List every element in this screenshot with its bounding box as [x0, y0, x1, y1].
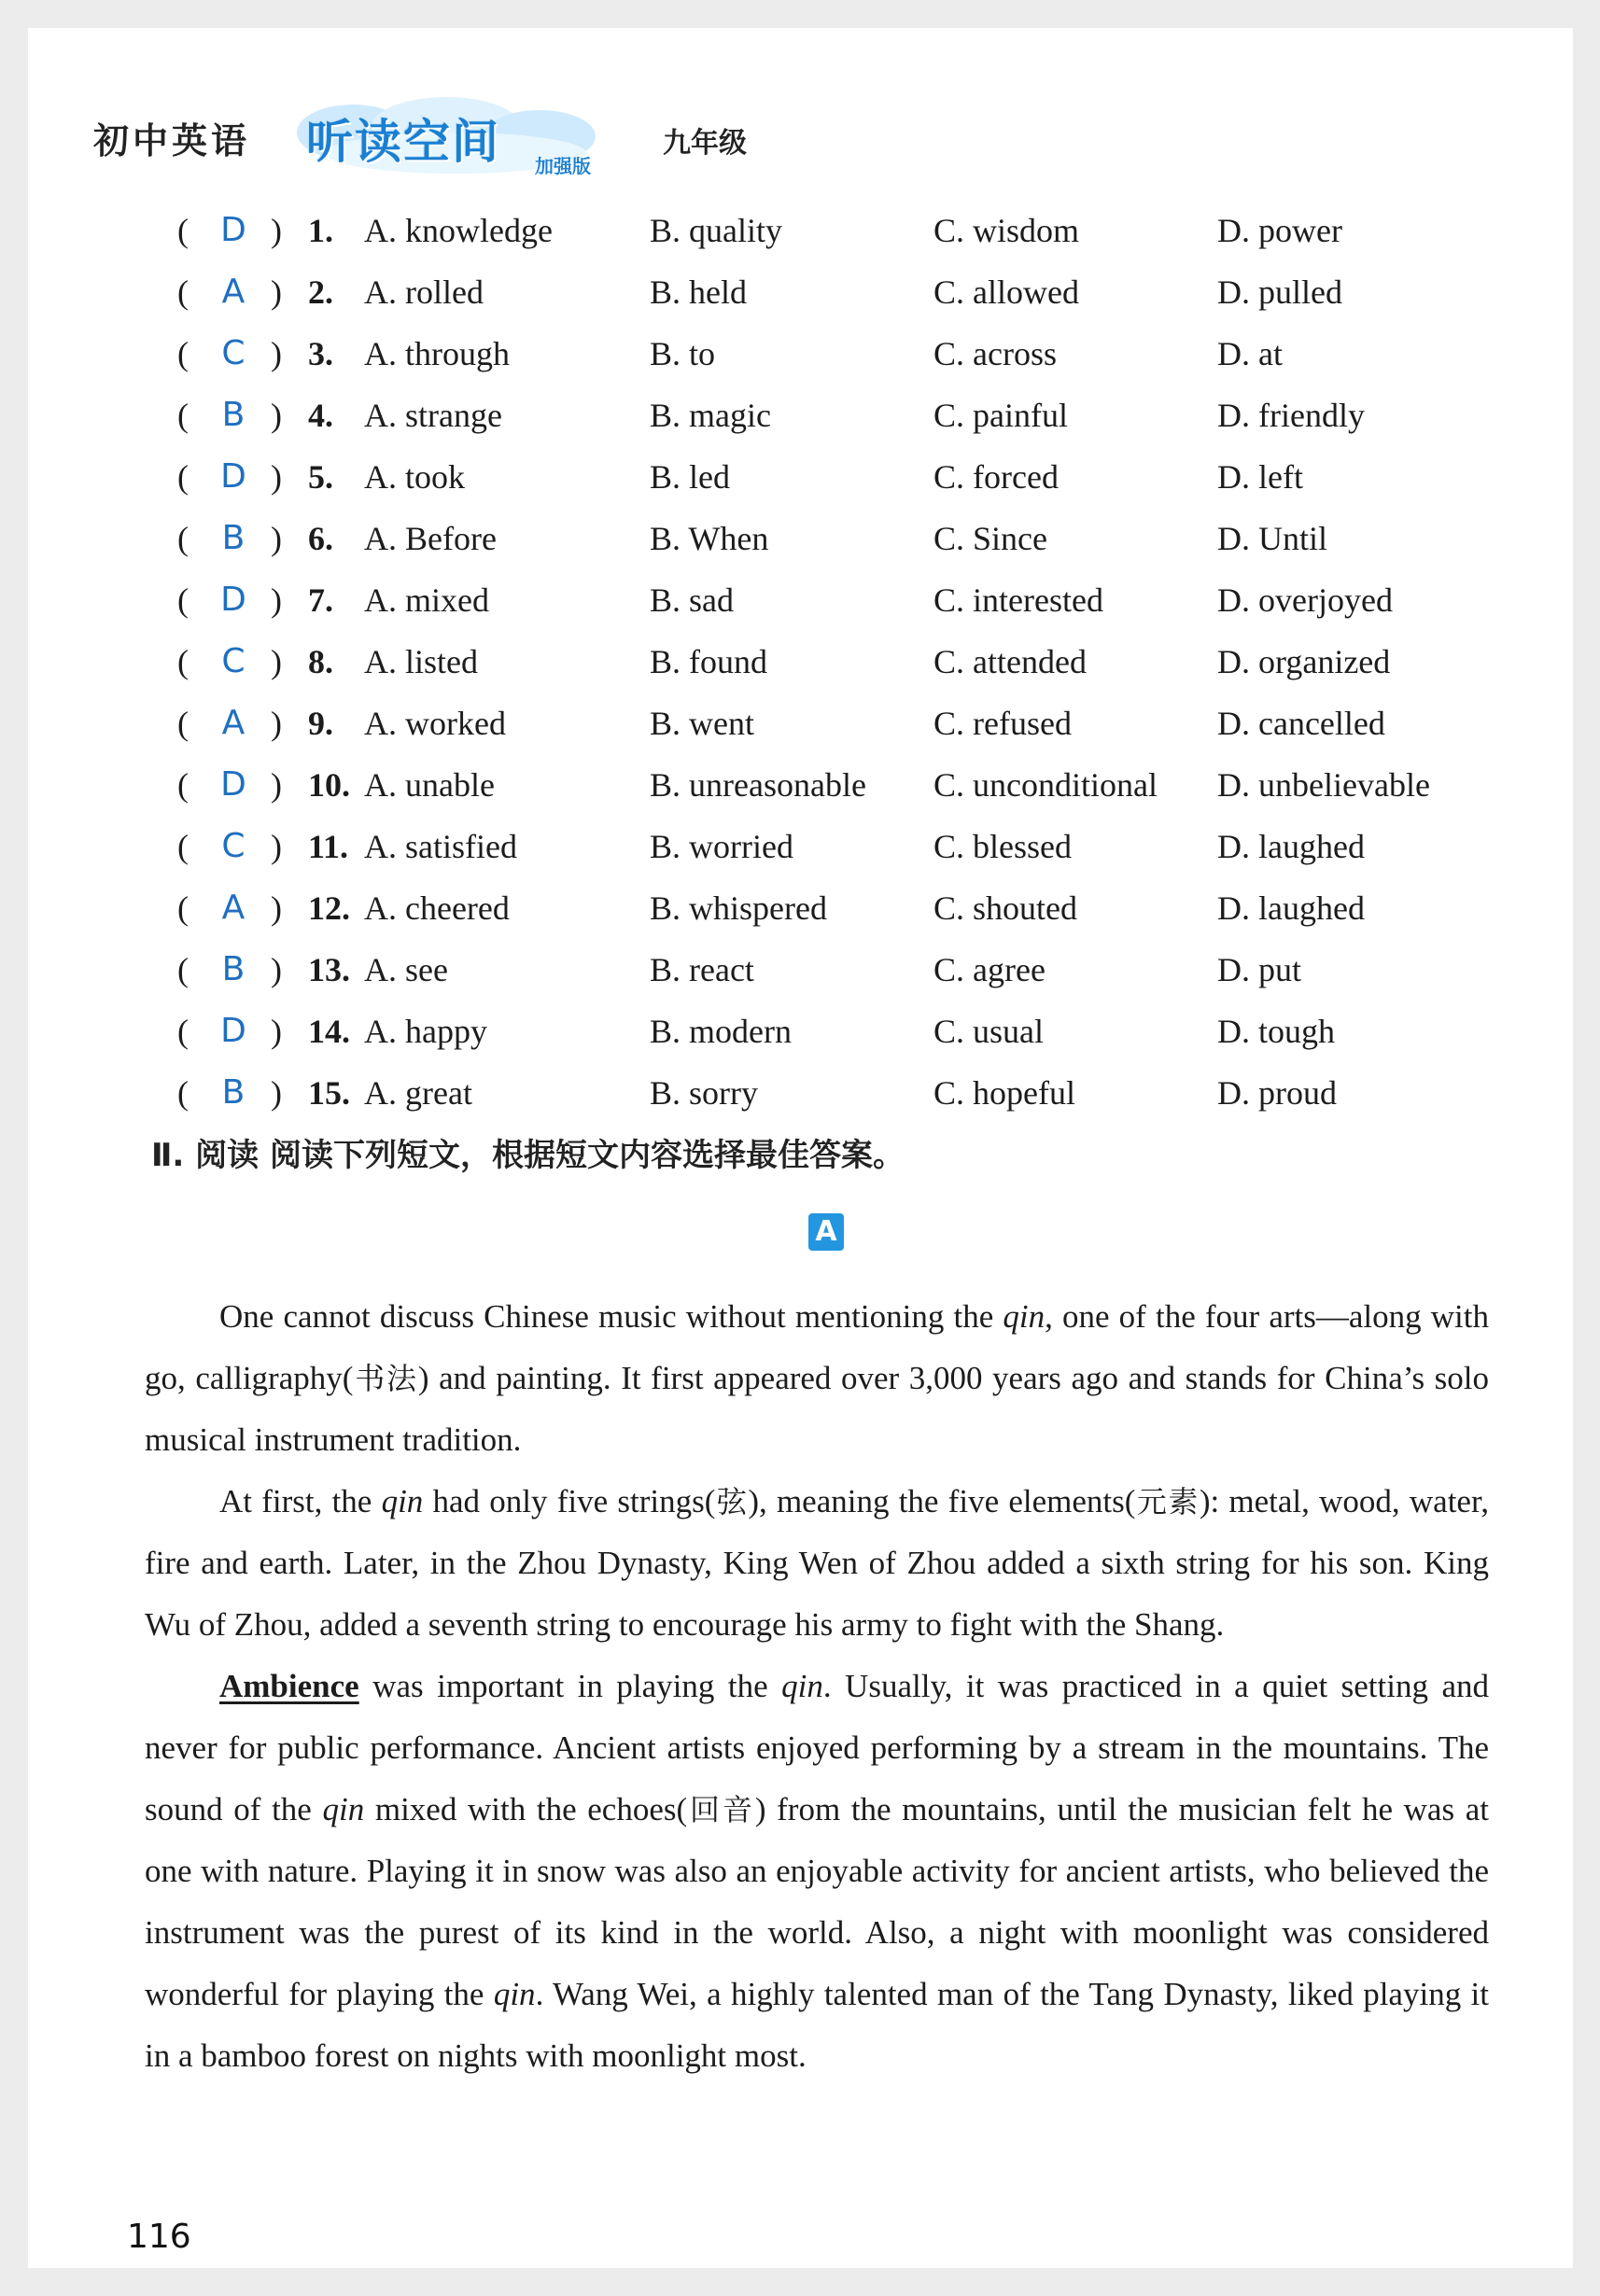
option-c: C. usual: [933, 1013, 1045, 1050]
option-d: D. at: [1217, 335, 1283, 372]
option-a: A. rolled: [364, 273, 484, 311]
header-prefix: 初中英语: [93, 120, 251, 161]
option-b: B. unreasonable: [650, 766, 866, 804]
chinese-gloss: 书法: [353, 1361, 418, 1396]
paren-open: (: [177, 212, 189, 249]
option-a: A. through: [364, 335, 510, 372]
option-b: B. magic: [650, 397, 771, 434]
paren-close: ): [271, 335, 282, 372]
answer-letter: D: [220, 1012, 246, 1050]
option-d: D. unbelievable: [1217, 766, 1430, 804]
question-row: [147, 758, 1501, 819]
underlined-word: Ambience: [219, 1668, 359, 1704]
text-run: ) and painting. It first appeared over 3,000 years ago and stands for China’s solo musical instrument tradition.: [145, 1360, 1489, 1458]
option-d: D. cancelled: [1217, 705, 1385, 742]
text-run: ): metal, wood, water, fire and earth. Later, in the Zhou Dynasty, King Wen of Zhou added a sixth string for his son. King Wu of Zhou, added a seventh string to encourage his army to fight with the Shang.: [145, 1483, 1489, 1643]
text-run: mixed with the echoes(: [364, 1791, 688, 1827]
option-c: C. agree: [933, 951, 1046, 988]
option-d: D. pulled: [1217, 273, 1342, 311]
paren-open: (: [177, 643, 189, 680]
reading-passage: [145, 1286, 1489, 2087]
text-run: . Wang Wei, a highly talented man of the Tang Dynasty, liked playing it in a bamboo forest on nights with moonlight most.: [145, 1976, 1489, 2074]
option-b: B. led: [650, 458, 730, 496]
text-run: ), meaning the five elements(: [748, 1483, 1136, 1519]
question-number: 6.: [308, 520, 333, 557]
question-row: [147, 1066, 1501, 1127]
option-c: C. interested: [933, 581, 1103, 619]
paragraph-1: [145, 1286, 1489, 1471]
answer-letter: D: [220, 765, 246, 804]
option-c: C. attended: [933, 643, 1087, 680]
paren-open: (: [177, 828, 189, 865]
option-a: A. worked: [364, 705, 506, 742]
option-a: A. knowledge: [364, 212, 553, 249]
paren-close: ): [271, 520, 282, 557]
question-number: 5.: [308, 458, 333, 496]
option-b: B. react: [650, 951, 754, 988]
option-c: C. Since: [933, 520, 1047, 557]
italic-term: qin: [322, 1791, 365, 1827]
paren-open: (: [177, 889, 189, 927]
question-number: 4.: [308, 397, 333, 434]
question-number: 14.: [308, 1013, 350, 1050]
answer-list: [147, 203, 1501, 1127]
answer-letter: B: [221, 519, 246, 557]
question-row: [147, 635, 1501, 696]
paren-open: (: [177, 766, 189, 804]
option-c: C. across: [933, 335, 1057, 372]
italic-term: qin: [1003, 1298, 1046, 1335]
text-run: At first, the: [219, 1483, 382, 1519]
option-a: A. see: [364, 951, 448, 988]
question-number: 10.: [308, 766, 350, 804]
paren-close: ): [271, 1074, 282, 1112]
option-d: D. overjoyed: [1217, 581, 1393, 619]
question-row: [147, 881, 1501, 943]
answer-letter: C: [221, 827, 246, 865]
option-d: D. laughed: [1217, 828, 1365, 865]
passage-label: A: [808, 1213, 844, 1251]
text-run: . Usually, it was practiced in a quiet setting and never for public performance. Ancient artists enjoyed performing by a stream in the mountains. The sound of the: [145, 1668, 1490, 1827]
grade-label: 九年级: [663, 127, 747, 160]
option-a: A. satisfied: [364, 828, 517, 865]
paren-open: (: [177, 397, 189, 434]
text-run: ) from the mountains, until the musician felt he was at one with nature. Playing it in snow was also an enjoyable activity for ancient artists, who believed the instrument was the purest of its kind in the world. Also, a night with moonlight was considered wonderful for playing the: [145, 1791, 1489, 2012]
answer-letter: D: [220, 581, 246, 619]
question-number: 11.: [308, 828, 349, 865]
paren-close: ): [271, 705, 282, 742]
question-row: [147, 573, 1501, 635]
option-a: A. Before: [364, 520, 497, 557]
italic-term: qin: [493, 1976, 536, 2012]
paren-close: ): [271, 1013, 282, 1050]
option-a: A. mixed: [364, 581, 489, 619]
paren-close: ): [271, 581, 282, 619]
option-a: A. strange: [364, 397, 502, 434]
paren-open: (: [177, 1013, 189, 1050]
paren-open: (: [177, 705, 189, 742]
question-row: [147, 819, 1501, 881]
question-number: 9.: [308, 705, 333, 742]
question-row: [147, 943, 1501, 1004]
italic-term: qin: [381, 1483, 424, 1519]
option-d: D. laughed: [1217, 889, 1365, 927]
chinese-gloss: 弦: [715, 1484, 749, 1519]
paren-close: ): [271, 273, 282, 311]
paren-open: (: [177, 458, 189, 496]
option-b: B. went: [650, 705, 754, 742]
option-c: C. hopeful: [933, 1074, 1075, 1112]
text-run: had only five strings(: [423, 1483, 716, 1519]
option-a: A. listed: [364, 643, 478, 680]
answer-letter: B: [221, 1073, 246, 1112]
question-number: 12.: [308, 889, 350, 927]
question-number: 13.: [308, 951, 350, 988]
option-c: C. unconditional: [933, 766, 1158, 804]
chinese-gloss: 元素: [1135, 1484, 1200, 1519]
question-number: 1.: [308, 212, 333, 249]
question-number: 7.: [308, 581, 333, 619]
answer-letter: C: [221, 642, 246, 680]
text-run: One cannot discuss Chinese music without mentioning the: [219, 1298, 1004, 1335]
paren-close: ): [271, 828, 282, 865]
option-b: B. sorry: [650, 1074, 758, 1112]
option-b: B. worried: [650, 828, 793, 865]
question-row: [147, 265, 1501, 327]
series-title: 听读空间: [306, 115, 500, 169]
paren-open: (: [177, 581, 189, 619]
option-c: C. wisdom: [933, 212, 1080, 249]
paren-close: ): [271, 458, 282, 496]
paren-open: (: [177, 951, 189, 988]
option-c: C. shouted: [933, 889, 1078, 927]
answer-letter: A: [221, 889, 246, 927]
paren-open: (: [177, 335, 189, 372]
text-run: was important in playing the: [358, 1668, 782, 1704]
paren-close: ): [271, 951, 282, 988]
chinese-gloss: 回音: [687, 1792, 755, 1827]
italic-term: qin: [781, 1668, 823, 1704]
option-d: D. power: [1217, 212, 1342, 249]
option-c: C. refused: [933, 705, 1072, 742]
paren-open: (: [177, 520, 189, 557]
question-row: [147, 511, 1501, 573]
question-row: [147, 327, 1501, 388]
option-d: D. left: [1217, 458, 1303, 496]
option-b: B. When: [650, 520, 769, 557]
question-number: 3.: [308, 335, 333, 372]
question-row: [147, 388, 1501, 450]
answer-letter: B: [221, 396, 246, 434]
option-b: B. sad: [650, 581, 734, 619]
answer-letter: D: [220, 211, 246, 249]
paren-close: ): [271, 643, 282, 680]
option-b: B. held: [650, 273, 747, 311]
option-d: D. proud: [1217, 1074, 1337, 1112]
page: [28, 28, 1573, 2268]
answer-letter: C: [221, 334, 246, 372]
option-c: C. allowed: [933, 273, 1079, 311]
question-row: [147, 450, 1501, 511]
option-c: C. blessed: [933, 828, 1072, 865]
paren-close: ): [271, 766, 282, 804]
question-number: 2.: [308, 273, 333, 311]
paren-close: ): [271, 212, 282, 249]
option-b: B. whispered: [650, 889, 827, 927]
paren-close: ): [271, 889, 282, 927]
option-a: A. great: [364, 1074, 472, 1112]
option-d: D. Until: [1217, 520, 1328, 557]
answer-letter: D: [220, 457, 246, 496]
option-b: B. found: [650, 643, 767, 680]
paren-open: (: [177, 1074, 189, 1112]
option-d: D. tough: [1217, 1013, 1335, 1050]
book-header: [93, 95, 933, 189]
option-a: A. unable: [364, 766, 495, 804]
option-b: B. to: [650, 335, 716, 372]
question-row: [147, 1004, 1501, 1066]
text-run: , one of the four arts—along with go, calligraphy(: [145, 1298, 1489, 1396]
paren-open: (: [177, 273, 189, 311]
paren-close: ): [271, 397, 282, 434]
section-heading: Ⅱ. 阅读 阅读下列短文，根据短文内容选择最佳答案。: [151, 1137, 905, 1174]
edition-badge: 加强版: [535, 155, 591, 177]
option-a: A. happy: [364, 1013, 487, 1050]
question-row: [147, 696, 1501, 758]
question-row: [147, 203, 1501, 265]
answer-letter: A: [221, 704, 246, 742]
option-c: C. forced: [933, 458, 1059, 496]
answer-letter: B: [221, 950, 246, 988]
paragraph-3: [145, 1656, 1489, 2087]
question-number: 8.: [308, 643, 333, 680]
option-a: A. cheered: [364, 889, 510, 927]
answer-letter: A: [221, 273, 246, 311]
page-number: 116: [127, 2218, 191, 2256]
option-d: D. put: [1217, 951, 1301, 988]
paragraph-2: [145, 1471, 1489, 1656]
option-d: D. organized: [1217, 643, 1391, 680]
option-c: C. painful: [933, 397, 1068, 434]
option-b: B. quality: [650, 212, 782, 249]
option-a: A. took: [364, 458, 465, 496]
question-number: 15.: [308, 1074, 350, 1112]
option-d: D. friendly: [1217, 397, 1365, 434]
option-b: B. modern: [650, 1013, 792, 1050]
